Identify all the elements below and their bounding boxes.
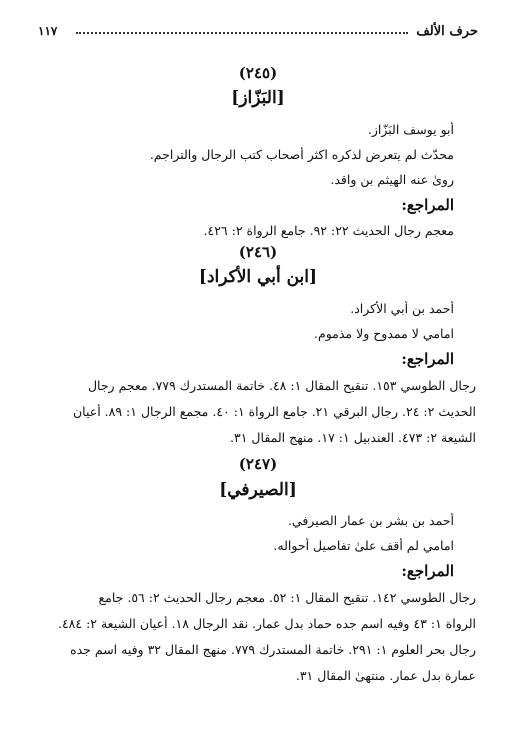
entry-title: [الصيرفي]: [219, 480, 297, 500]
entry-title: [ابن أبي الأكراد]: [198, 267, 318, 287]
reference-line: معجم رجال الحديث ٢٢: ٩٢. جامع الرواة ٢: ٤٢٦.: [203, 223, 454, 238]
chapter-title: حرف الألف: [416, 24, 478, 39]
reference-line: رجال الطوسي ١٥٣. تنقيح المقال ١: ٤٨. خاتمة المستدرك ٧٧٩. معجم رجال: [87, 378, 476, 393]
entry-text-line: محدّث لم يتعرض لذكره اكثر أصحاب كتب الرجال والتراجم.: [149, 147, 454, 162]
entry-text-line: روىٰ عنه الهيثم بن واقد.: [330, 172, 454, 187]
reference-line: عمارة بدل عمار. منتهىٰ المقال ٣١.: [295, 668, 476, 683]
reference-line: الحديث ٢: ٢٤. رجال البرقي ٢١. جامع الرواة ١: ٤٠. مجمع الرجال ١: ٨٩. أعيان: [72, 404, 476, 419]
reference-line: الشيعة ٢: ٤٧٣. العندبيل ١: ١٧. منهج المقال ٣١.: [230, 430, 476, 445]
page-header: [38, 20, 478, 44]
entry-text-line: أحمد بن أبي الأكراد.: [350, 301, 454, 316]
reference-line: رجال الطوسي ١٤٢. تنقيح المقال ١: ٥٢. معجم رجال الحديث ٢: ٥٦. جامع: [98, 590, 476, 605]
header-dot-leader: [76, 32, 408, 34]
page-number: ١١٧: [38, 24, 58, 38]
entry-number: (٢٤٧): [238, 455, 278, 473]
references-heading: المراجع:: [401, 562, 454, 580]
entry-text-line: امامي لا ممدوح ولا مذموم.: [314, 326, 454, 341]
entry-text-line: أبو يوسف البَزّاز.: [367, 122, 454, 137]
entry-text-line: أحمد بن بشر بن عمار الصيرفي.: [287, 513, 454, 528]
entry-text-line: امامي لم أقف علىٰ تفاصيل أحواله.: [273, 538, 454, 553]
entry-number: (٢٤٦): [238, 243, 278, 261]
entry-number: (٢٤٥): [238, 64, 278, 82]
entry-title: [البَزّاز]: [231, 88, 285, 108]
reference-line: رجال بحر العلوم ١: ٢٩١. خاتمة المستدرك ٧٧٩. منهج المقال ٣٢ وفيه اسم جده: [70, 642, 476, 657]
references-heading: المراجع:: [401, 196, 454, 214]
references-heading: المراجع:: [401, 350, 454, 368]
reference-line: الرواة ١: ٤٣ وفيه اسم جده حماد بدل عمار. نقد الرجال ١٨. أعيان الشيعة ٢: ٤٨٤.: [57, 616, 476, 631]
